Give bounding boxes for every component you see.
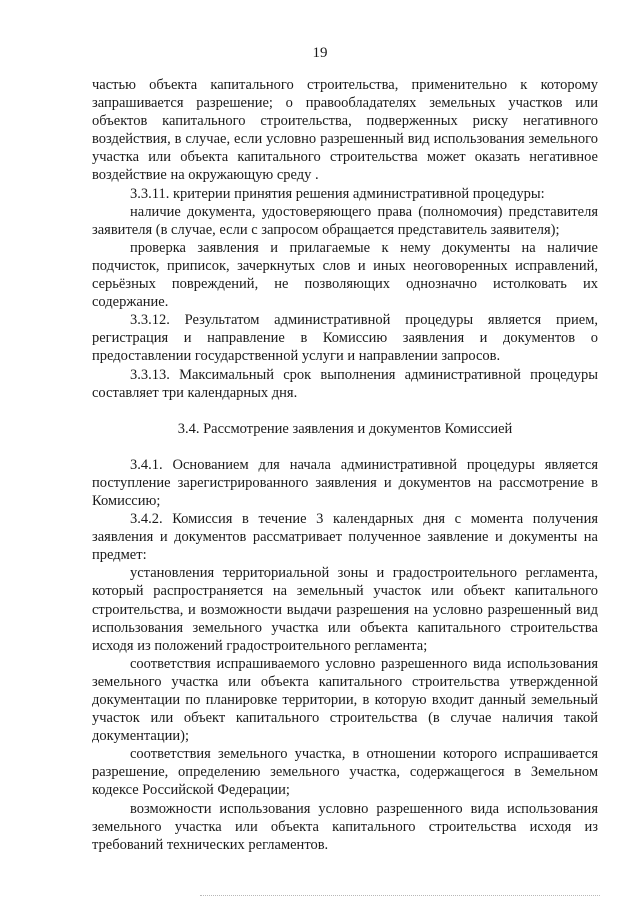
paragraph-territorial-zone: установления территориальной зоны и градостроительного регламента, который распространяется на земельный участок или объект капитального строительства, и возможности выдачи разрешения на условно разрешенный вид использования земельного участка или объекта капитального строительства исходя из положений градостроительного регламента; bbox=[92, 565, 598, 654]
paragraph-representative-authority: наличие документа, удостоверяющего права (полномочия) представителя заявителя (в случае, если с запросом обращается представитель заявителя); bbox=[92, 203, 598, 238]
paragraph-technical-regulations: возможности использования условно разрешенного вида использования земельного участка или объекта капитального строительства исходя из требований технических регламентов. bbox=[92, 800, 598, 853]
paragraph-3-3-13: 3.3.13. Максимальный срок выполнения административной процедуры составляет три календарных дня. bbox=[92, 366, 598, 401]
paragraph-object-rights: частью объекта капитального строительства, применительно к которому запрашивается разрешение; о правообладателях земельных участков или объектов капитального строительства, подверженных риску негативного воздействия, в случае, если условно разрешенный вид использования земельного участка или объекта капитального строительства может оказать негативное воздействие на окружающую среду . bbox=[92, 77, 598, 184]
paragraph-3-3-12: 3.3.12. Результатом административной процедуры является прием, регистрация и направление в Комиссию заявления и документов о предоставлении государственной услуги и направлении запросов. bbox=[92, 312, 598, 365]
scan-artifact-line bbox=[200, 895, 600, 899]
document-body bbox=[92, 76, 598, 854]
section-heading-3-4: 3.4. Рассмотрение заявления и документов Комиссией bbox=[177, 420, 513, 437]
paragraph-land-code-compliance: соответствия земельного участка, в отношении которого испрашивается разрешение, определению земельного участка, содержащегося в Земельном кодексе Российской Федерации; bbox=[92, 746, 598, 799]
paragraph-planning-compliance: соответствия испрашиваемого условно разрешенного вида использования земельного участка или объекта капитального строительства утвержденной документации по планировке территории, в которую входит данный земельный участок или объект капитального строительства (в случае наличия такой документации); bbox=[92, 655, 598, 745]
paragraph-3-4-2: 3.4.2. Комиссия в течение 3 календарных дня с момента получения заявления и документов рассматривает полученное заявление и документы на предмет: bbox=[92, 511, 598, 564]
paragraph-3-4-1: 3.4.1. Основанием для начала административной процедуры является поступление зарегистрированного заявления и документов на рассмотрение в Комиссию; bbox=[92, 456, 598, 509]
paragraph-document-check: проверка заявления и прилагаемые к нему документы на наличие подчисток, приписок, зачеркнутых слов и иных неоговоренных исправлений, серьёзных повреждений, не позволяющих однозначно истолковать их содержание. bbox=[92, 239, 598, 311]
paragraph-3-3-11: 3.3.11. критерии принятия решения административной процедуры: bbox=[130, 185, 545, 202]
page-number: 19 bbox=[312, 45, 328, 61]
